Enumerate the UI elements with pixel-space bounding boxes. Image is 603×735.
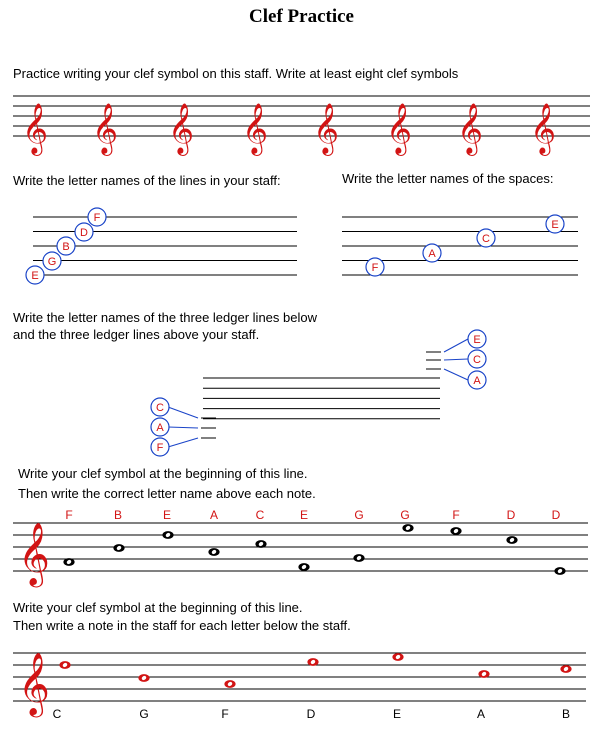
note-name-label: G bbox=[400, 508, 410, 522]
answer-note bbox=[392, 653, 403, 661]
letter-label: F bbox=[93, 212, 101, 224]
instruction-space-names: Write the letter names of the spaces: bbox=[342, 171, 554, 186]
answer-note bbox=[224, 680, 235, 688]
letter-label: D bbox=[80, 227, 88, 239]
letter-label: C bbox=[156, 402, 164, 414]
treble-clef-symbol: 𝄞 bbox=[168, 103, 195, 154]
instruction-ledger-1: Write the letter names of the three ledger lines below bbox=[13, 310, 317, 325]
ledger-above-letter-a bbox=[468, 371, 486, 389]
ledger-below-letter-c bbox=[151, 398, 169, 416]
note-name-label: F bbox=[65, 508, 73, 522]
letter-label: F bbox=[371, 262, 379, 274]
instruction-ledger-2: and the three ledger lines above your staff. bbox=[13, 327, 260, 342]
whole-note bbox=[402, 524, 413, 532]
whole-note bbox=[506, 536, 517, 544]
treble-clef-symbol: 𝄞 bbox=[18, 652, 50, 715]
whole-note bbox=[63, 558, 74, 566]
connector-line bbox=[168, 438, 198, 447]
whole-note bbox=[113, 544, 124, 552]
space-letter-a bbox=[423, 244, 441, 262]
connector-line bbox=[168, 407, 198, 418]
whole-note bbox=[298, 563, 309, 571]
line-letter-f bbox=[88, 208, 106, 226]
letter-label: B bbox=[62, 241, 70, 253]
answer-note bbox=[307, 658, 318, 666]
whole-note bbox=[353, 554, 364, 562]
note-name-label: F bbox=[452, 508, 460, 522]
line-letter-e bbox=[26, 266, 44, 284]
connector-line bbox=[444, 369, 468, 380]
whole-note bbox=[255, 540, 266, 548]
note-name-label: E bbox=[299, 508, 309, 522]
ledger-staff bbox=[203, 378, 440, 419]
note-letter-label: E bbox=[392, 707, 402, 721]
answer-note bbox=[478, 670, 489, 678]
note-letter-label: B bbox=[561, 707, 571, 721]
whole-note bbox=[162, 531, 173, 539]
letter-label: F bbox=[156, 442, 164, 454]
ledger-above-letter-e bbox=[468, 330, 486, 348]
whole-note bbox=[554, 567, 565, 575]
letter-label: C bbox=[482, 233, 490, 245]
note-name-label: G bbox=[354, 508, 364, 522]
letter-label: E bbox=[551, 219, 559, 231]
note-letter-label: A bbox=[476, 707, 486, 721]
name-notes-staff bbox=[13, 523, 588, 571]
instruction-notes-2: Then write the correct letter name above each note. bbox=[18, 486, 316, 501]
letter-label: E bbox=[473, 334, 481, 346]
treble-clef-symbol: 𝄞 bbox=[242, 103, 269, 154]
ledger-below-letter-a bbox=[151, 418, 169, 436]
answer-note bbox=[138, 674, 149, 682]
whole-note bbox=[208, 548, 219, 556]
letter-label: A bbox=[156, 422, 164, 434]
instruction-write-2: Then write a note in the staff for each letter below the staff. bbox=[13, 618, 351, 633]
space-letter-c bbox=[477, 229, 495, 247]
note-letter-label: D bbox=[306, 707, 316, 721]
treble-clef-symbol: 𝄞 bbox=[530, 103, 557, 154]
note-letter-label: F bbox=[221, 707, 229, 721]
letter-label: A bbox=[473, 375, 481, 387]
treble-clef-symbol: 𝄞 bbox=[18, 522, 50, 585]
line-letter-b bbox=[57, 237, 75, 255]
letter-label: G bbox=[47, 256, 57, 268]
ledger-below-letter-f bbox=[151, 438, 169, 456]
answer-note bbox=[59, 661, 70, 669]
page-title: Clef Practice bbox=[249, 6, 354, 27]
connector-line bbox=[444, 339, 468, 352]
ledger-lines-below bbox=[201, 418, 216, 438]
note-name-label: D bbox=[551, 508, 561, 522]
note-name-label: A bbox=[209, 508, 219, 522]
instruction-notes-1: Write your clef symbol at the beginning of this line. bbox=[18, 466, 308, 481]
treble-clef-symbol: 𝄞 bbox=[92, 103, 119, 154]
letter-label: A bbox=[428, 248, 436, 260]
treble-clef-symbol: 𝄞 bbox=[22, 103, 49, 154]
instruction-write-1: Write your clef symbol at the beginning of this line. bbox=[13, 600, 303, 615]
line-letter-d bbox=[75, 223, 93, 241]
letter-label: C bbox=[473, 354, 481, 366]
ledger-above-letter-c bbox=[468, 350, 486, 368]
connector-line bbox=[168, 427, 198, 428]
write-notes-staff bbox=[13, 653, 586, 701]
line-letter-g bbox=[43, 252, 61, 270]
instruction-line-names: Write the letter names of the lines in your staff: bbox=[13, 173, 281, 188]
space-letter-f bbox=[366, 258, 384, 276]
note-name-label: D bbox=[506, 508, 516, 522]
note-letter-label: G bbox=[139, 707, 149, 721]
connector-line bbox=[444, 359, 468, 360]
treble-clef-symbol: 𝄞 bbox=[313, 103, 340, 154]
note-name-label: C bbox=[255, 508, 265, 522]
note-name-label: B bbox=[113, 508, 123, 522]
answer-note bbox=[560, 665, 571, 673]
note-letter-label: C bbox=[52, 707, 62, 721]
treble-clef-symbol: 𝄞 bbox=[386, 103, 413, 154]
whole-note bbox=[450, 527, 461, 535]
treble-clef-symbol: 𝄞 bbox=[457, 103, 484, 154]
note-name-label: E bbox=[162, 508, 172, 522]
instruction-clef-writing: Practice writing your clef symbol on this staff. Write at least eight clef symbols bbox=[13, 66, 459, 81]
letter-label: E bbox=[31, 270, 39, 282]
ledger-lines-above bbox=[426, 352, 441, 369]
space-letter-e bbox=[546, 215, 564, 233]
